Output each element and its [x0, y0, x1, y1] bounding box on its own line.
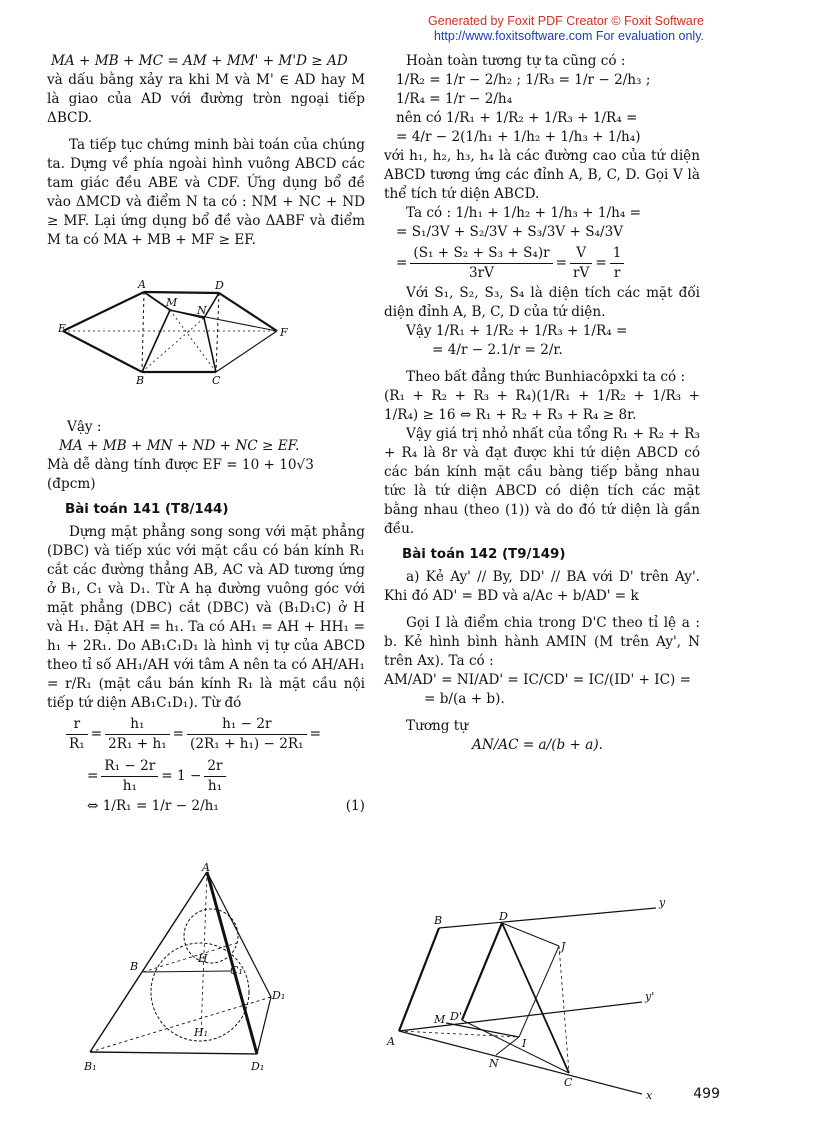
- r-ratio-eq: AM/AD' = NI/AD' = IC/CD' = IC/(ID' + IC) =: [384, 672, 692, 688]
- label-D: D: [215, 279, 224, 292]
- r-similar: Hoàn toàn tương tự ta cũng có :: [406, 53, 626, 69]
- fraction-line-2: = $\frac{\text{R₁ − 2r}}{\text{h₁}}$ = 1 − $\frac{2r}{\text{h₁}}$: [47, 755, 365, 797]
- label-C: C: [212, 374, 221, 387]
- segment-BM: [142, 310, 170, 372]
- label-H1: H₁: [194, 1026, 209, 1039]
- label-I: I: [522, 1037, 527, 1050]
- vay-label: Vậy :: [67, 419, 102, 435]
- r-eq-h: Ta có : 1/h₁ + 1/h₂ + 1/h₃ + 1/h₄ =: [406, 205, 641, 221]
- figure-tetrahedron-spheres: [70, 862, 300, 1082]
- r-conclusion: Vậy giá trị nhỏ nhất của tổng R₁ + R₂ + R₃ + R₄ là 8r và đạt được khi tứ diện ABCD có các bán kính mặt cầu bàng tiếp bằng nhau tức là tứ diện ABCD có diện tích các mặt bằng nhau (theo (1)) và do đó tứ diện là gần đều.: [384, 426, 700, 537]
- label-M: M: [166, 296, 178, 309]
- label-A: A: [202, 862, 210, 874]
- r-faces: Với S₁, S₂, S₃, S₄ là diện tích các mặt đối diện đỉnh A, B, C, D của tứ diện.: [384, 285, 700, 320]
- label-J: J: [561, 940, 566, 953]
- r-eq-2r: = 4/r − 2.1/r = 2/r.: [432, 342, 563, 358]
- fraction-line-1: $\frac{r}{\text{R₁}}$ = $\frac{\text{h₁}}{\text{2R₁ + h₁}}$ = $\frac{\text{h₁ − 2r}}{\text{(2R₁ + h₁) − 2R₁}}$ =: [47, 713, 365, 755]
- ef-inequality: MA + MB + MN + ND + NC ≥ EF.: [59, 438, 300, 454]
- r-ratio-result: = b/(a + b).: [424, 691, 505, 707]
- figure-parallelogram: [384, 890, 684, 1105]
- label-y-prime: y': [645, 990, 655, 1003]
- label-A: A: [387, 1035, 395, 1048]
- paragraph-equality: và dấu bằng xảy ra khi M và M' ∈ AD hay M là giao của AD với đường tròn ngoại tiếp ΔBCD.: [47, 72, 365, 126]
- heading-problem-141: Bài toán 141 (T8/144): [65, 502, 229, 517]
- segment-MI: [446, 1023, 519, 1037]
- label-D-prime: D': [450, 1010, 462, 1023]
- edge-AB1: [90, 872, 207, 1052]
- ray-Ax: [399, 1031, 642, 1094]
- label-C: C: [564, 1076, 573, 1089]
- label-D1-bottom: D₁: [251, 1060, 265, 1073]
- segment-NC: [204, 318, 216, 372]
- r-eq-S: = S₁/3V + S₂/3V + S₃/3V + S₄/3V: [396, 224, 624, 240]
- equation-tag: (1): [345, 798, 365, 814]
- segment-FC: [216, 331, 277, 372]
- ray-By: [439, 908, 656, 928]
- equation-1: ⇔ 1/R₁ = 1/r − 2/h₁ (1): [87, 798, 365, 814]
- label-C1: C₁: [230, 964, 243, 977]
- ef-result: Mà dễ dàng tính được EF = 10 + 10√3 (đpcm): [47, 457, 314, 492]
- label-N: N: [197, 304, 207, 317]
- r-eq-sum: nên có 1/R₁ + 1/R₂ + 1/R₃ + 1/R₄ =: [396, 110, 638, 126]
- segment-D-prime-C: [462, 1020, 569, 1073]
- r-eq-sum2: = 4/r − 2(1/h₁ + 1/h₂ + 1/h₃ + 1/h₄): [396, 129, 641, 145]
- segment-DD-prime: [462, 923, 502, 1020]
- label-F: F: [280, 326, 288, 339]
- foxit-url: http://www.foxitsoftware.com For evaluation only.: [433, 29, 704, 43]
- edge-AC1: [207, 872, 271, 997]
- r-an-ac: AN/AC = a/(b + a).: [472, 737, 603, 753]
- r-eq-R2R3: 1/R₂ = 1/r − 2/h₂ ; 1/R₃ = 1/r − 2/h₃ ;: [396, 72, 651, 88]
- label-H: H: [198, 952, 208, 965]
- segment-AB: [142, 292, 144, 372]
- segment-BN: [142, 318, 204, 372]
- segment-AD: [144, 292, 219, 293]
- r-fraction-line: = $\frac{\text{(S₁ + S₂ + S₃ + S₄)r}}{3rV}$ = $\frac{V}{rV}$ = $\frac{1}{r}$: [384, 242, 700, 284]
- r-eq-R4: 1/R₄ = 1/r − 2/h₄: [396, 91, 513, 107]
- label-A: A: [138, 278, 146, 291]
- r-heights: với h₁, h₂, h₃, h₄ là các đường cao của tứ diện ABCD tương ứng các đỉnh A, B, C, D. Gọi V là thể tích tứ diện ABCD.: [384, 148, 700, 202]
- inner-sphere: [184, 909, 238, 963]
- segment-EA: [63, 292, 144, 331]
- r-vay: Vậy 1/R₁ + 1/R₂ + 1/R₃ + 1/R₄ =: [406, 323, 628, 339]
- r-bunhia-eq: (R₁ + R₂ + R₃ + R₄)(1/R₁ + 1/R₂ + 1/R₃ + 1/R₄) ≥ 16 ⇔ R₁ + R₂ + R₃ + R₄ ≥ 8r.: [384, 388, 700, 423]
- segment-JI: [519, 946, 559, 1037]
- label-M: M: [434, 1013, 446, 1026]
- edge-AD1: [207, 872, 257, 1054]
- label-N: N: [489, 1057, 499, 1070]
- r-construct: a) Kẻ Ay' // By, DD' // BA với D' trên Ay'. Khi đó AD' = BD và a/Ac + b/AD' = k: [384, 569, 700, 604]
- r-similar-2: Tương tự: [406, 718, 469, 734]
- r-point-I: Gọi I là điểm chia trong D'C theo tỉ lệ a : b. Kẻ hình bình hành AMIN (M trên Ay', N trên Ax). Ta có :: [384, 615, 700, 669]
- edge-B1D1: [90, 1052, 257, 1054]
- label-x: x: [646, 1089, 653, 1102]
- segment-BA: [399, 928, 439, 1031]
- left-column: [47, 52, 365, 816]
- label-D: D: [499, 910, 508, 923]
- r-bunhia: Theo bất đẳng thức Bunhiacôpxki ta có :: [406, 369, 686, 385]
- right-column: [384, 52, 700, 755]
- inequality-line: MA + MB + MC = AM + MM' + M'D ≥ AD: [51, 53, 348, 69]
- segment-EB: [63, 331, 142, 372]
- paragraph-problem-141: Dựng mặt phẳng song song với mặt phẳng (DBC) và tiếp xúc với mặt cầu có bán kính R₁ cắt các đường thẳng AB, AC và AD tương ứng ở B₁, C₁ và D₁. Từ A hạ đường vuông góc với mặt phẳng (DBC) cắt (DBC) và (B₁D₁C) ở H và H₁. Đặt AH = h₁. Ta có AH₁ = AH + HH₁ = h₁ + 2R₁. Do AB₁C₁D₁ là hình vị tự của ABCD theo tỉ số AH₁/AH với tâm A nên ta có AH/AH₁ = r/R₁ (mặt cầu bán kính R₁ là mặt cầu nội tiếp tứ diện AB₁C₁D₁). Từ đó: [47, 524, 365, 711]
- label-B1: B₁: [84, 1060, 97, 1073]
- edge-C1D1: [257, 997, 271, 1054]
- heading-problem-142: Bài toán 142 (T9/149): [402, 547, 566, 562]
- segment-DC: [216, 293, 219, 372]
- label-y: y: [659, 896, 666, 909]
- label-B: B: [136, 374, 145, 387]
- paragraph-construction: Ta tiếp tục chứng minh bài toán của chúng ta. Dựng về phía ngoài hình vuông ABCD các tam giác đều ABE và CDF. Ứng dụng bổ đề vào ΔMCD và điểm N ta có : NM + NC + ND ≥ MF. Lại ứng dụng bổ đề vào ΔABF và điểm M ta có MA + MB + MF ≥ EF.: [47, 137, 365, 248]
- foxit-banner: Generated by Foxit PDF Creator © Foxit Software: [428, 14, 704, 28]
- label-B: B: [130, 960, 139, 973]
- page-number: 499: [693, 1086, 720, 1102]
- label-D1: D₁: [272, 989, 286, 1002]
- figure-square-triangles: [58, 276, 298, 391]
- label-E: E: [58, 322, 67, 335]
- label-B: B: [434, 914, 443, 927]
- edge-BC: [143, 942, 240, 972]
